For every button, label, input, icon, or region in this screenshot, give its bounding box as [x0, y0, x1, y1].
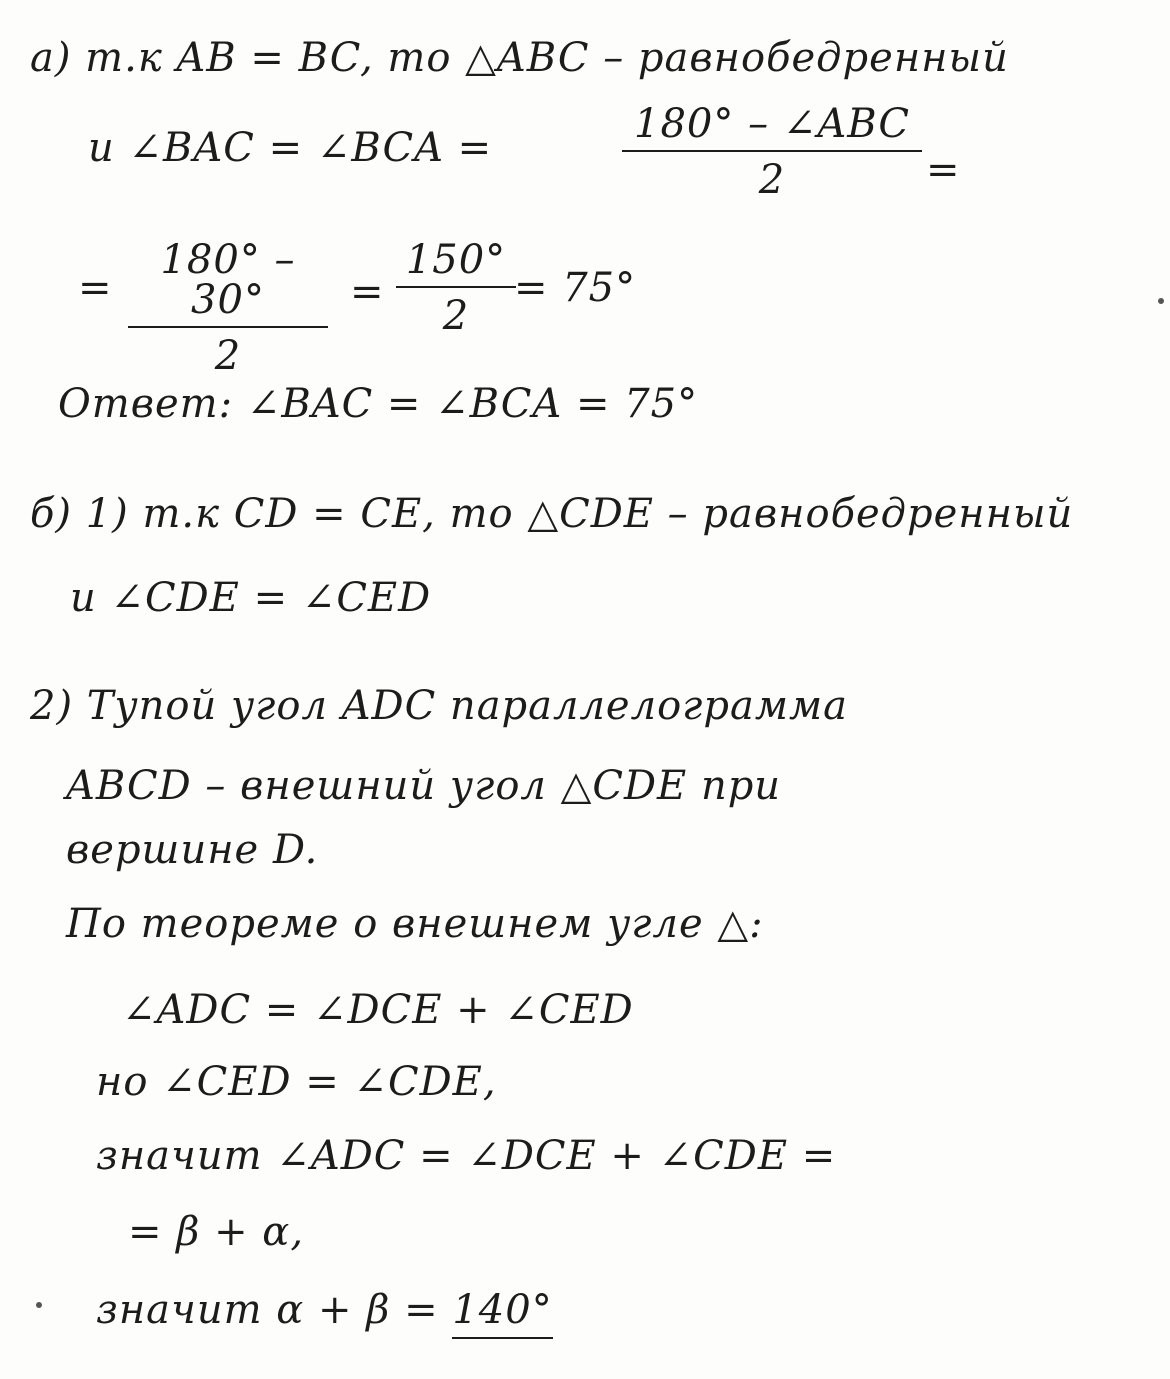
- scan-speck: [1158, 298, 1164, 304]
- answer-line: Ответ: ∠BAC = ∠BCA = 75°: [58, 381, 699, 427]
- fraction-substituted: [128, 237, 328, 379]
- part-b-step-2-line-9: [96, 1287, 553, 1333]
- part-a-line-1: а) т.к AB = BC, то △ABC – равнобедренный: [30, 35, 1009, 81]
- fraction-denominator: 2: [758, 157, 786, 203]
- fraction-denominator: 2: [442, 293, 470, 339]
- fraction-numerator: 180° – ∠ABC: [634, 101, 910, 147]
- part-b-step-1-line-2: и ∠CDE = ∠CED: [70, 575, 432, 621]
- equals-sign: =: [350, 269, 384, 315]
- part-b-step-2-line-5: ∠ADC = ∠DCE + ∠CED: [122, 987, 634, 1033]
- fraction-numerator: 150°: [405, 237, 507, 283]
- part-b-step-2-line-4: По теореме о внешнем угле △:: [66, 901, 764, 947]
- part-b-step-2-line-8: = β + α,: [128, 1209, 305, 1255]
- fraction-denominator: 2: [214, 333, 242, 379]
- equals-sign-lead: =: [78, 265, 112, 311]
- final-answer-value: 140°: [452, 1287, 552, 1339]
- fraction-angle-formula: [622, 101, 922, 203]
- fraction-simplified: [396, 237, 516, 339]
- part-b-step-2-line-3: вершине D.: [66, 827, 319, 873]
- scan-speck: [36, 1302, 42, 1308]
- part-a-line-2: и ∠BAC = ∠BCA =: [88, 125, 493, 171]
- part-b-step-2-line-2: ABCD – внешний угол △CDE при: [66, 763, 782, 809]
- part-b-step-2-line-6: но ∠CED = ∠CDE,: [96, 1059, 497, 1105]
- final-equation-prefix: значит α + β =: [96, 1287, 439, 1333]
- result-75: = 75°: [514, 265, 637, 311]
- fraction-numerator: 180° – 30°: [160, 237, 296, 323]
- part-b-step-2-line-7: значит ∠ADC = ∠DCE + ∠CDE =: [96, 1133, 837, 1179]
- part-b-step-2-line-1: 2) Тупой угол ADC параллелограмма: [30, 683, 848, 729]
- equals-sign: =: [926, 147, 960, 193]
- part-b-step-1-line-1: б) 1) т.к CD = CE, то △CDE – равнобедренный: [30, 491, 1074, 537]
